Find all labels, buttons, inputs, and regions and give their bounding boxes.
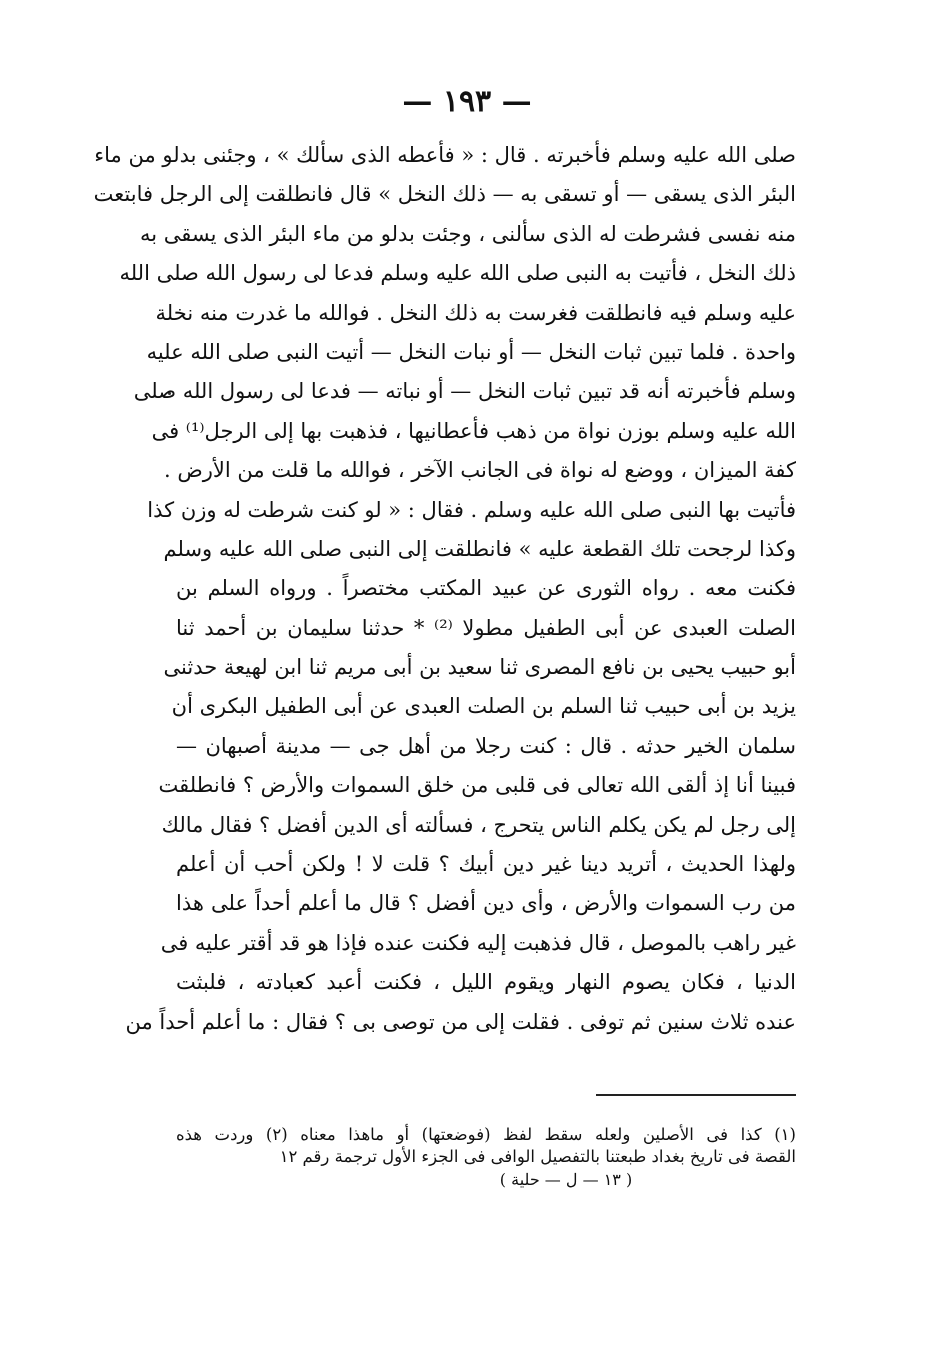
text-line: عليه وسلم فيه فانطلقت فغرست به ذلك النخل . فوالله ما غدرت منه نخلة xyxy=(155,300,796,325)
body-text xyxy=(93,136,796,1042)
text-line: غير راهب بالموصل ، قال فذهبت إليه فكنت عنده فإذا هو قد أقتر عليه فى xyxy=(160,930,796,955)
text-line: فبينا أنا إذ ألقى الله تعالى فى قلبى من خلق السموات والأرض ؟ فانطلقت xyxy=(158,773,796,798)
text-line: كفة الميزان ، ووضع له نواة فى الجانب الآخر ، فوالله ما قلت من الأرض . xyxy=(163,458,796,483)
text-line: أبو حبيب يحيى بن نافع المصرى ثنا سعيد بن أبى مريم ثنا ابن لهيعة حدثنى xyxy=(163,655,796,680)
text-line: يزيد بن أبى حبيب ثنا السلم بن الصلت العبدى عن أبى الطفيل البكرى أن xyxy=(171,694,796,719)
footnote-line: (١) كذا فى الأصلين ولعله سقط لفظ (فوضعتها) أو ماهذا معناه (٢) وردت هذه xyxy=(176,1125,796,1144)
text-line: ذلك النخل ، فأتيت به النبى صلى الله عليه وسلم فدعا لى رسول الله صلى الله xyxy=(119,261,796,286)
page-number: — ١٩٣ — xyxy=(402,84,532,119)
text-line: من رب السموات والأرض ، وأى دين أفضل ؟ قال ما أعلم أحداً على هذا xyxy=(176,891,796,916)
text-line: فكنت معه . رواه الثورى عن عبيد المكتب مختصراً . ورواه السلم بن xyxy=(176,576,796,601)
text-line: واحدة . فلما تبين ثبات النخل — أو نبات النخل — أتيت النبى صلى الله عليه xyxy=(146,339,796,364)
text-line: وسلم فأخبرته أنه قد تبين ثبات النخل — أو نباته — فدعا لى رسول الله صلى xyxy=(133,379,796,404)
text-line: صلى الله عليه وسلم فأخبرته . قال : « فأعطه الذى سألك » ، وجئنى بدلو من ماء xyxy=(94,143,796,167)
footnote-line: القصة فى تاريخ بغداد طبعتنا بالتفصيل الوافى فى الجزء الأول ترجمة رقم ١٢ xyxy=(279,1147,796,1166)
footnote-separator xyxy=(596,1094,796,1096)
printer-signature: ( ١٣ — ل — حلية ) xyxy=(499,1170,633,1189)
text-line: فأتيت بها النبى صلى الله عليه وسلم . فقال : « لو كنت شرطت له وزن كذا xyxy=(147,497,796,522)
text-line: منه نفسى فشرطت له الذى سألنى ، وجئت بدلو من ماء البئر الذى يسقى به xyxy=(139,221,796,246)
text-line: الله عليه وسلم بوزن نواة من ذهب فأعطانيها ، فذهبت بها إلى الرجل⁽¹⁾ فى xyxy=(151,418,796,443)
text-line: عنده ثلاث سنين ثم توفى . فقلت إلى من توصى بى ؟ فقال : ما أعلم أحداً من xyxy=(125,1009,796,1034)
text-line: البئر الذى يسقى — أو تسقى به — ذلك النخل » قال فانطلقت إلى الرجل فابتعت xyxy=(93,182,796,207)
footnotes xyxy=(176,1124,796,1192)
text-line: الدنيا ، فكان يصوم النهار ويقوم الليل ، فكنت أعبد كعبادته ، فلبثت xyxy=(176,970,796,995)
text-line: الصلت العبدى عن أبى الطفيل مطولا ⁽²⁾ * حدثنا سليمان بن أحمد ثنا xyxy=(176,615,796,640)
text-line: وكذا لرجحت تلك القطعة عليه » فانطلقت إلى النبى صلى الله عليه وسلم xyxy=(163,536,796,561)
text-line: سلمان الخير حدثه . قال : كنت رجلا من أهل جى — مدينة أصبهان — xyxy=(176,733,796,758)
text-line: إلى رجل لم يكن يكلم الناس يتحرج ، فسألته أى الدين أفضل ؟ فقال مالك xyxy=(161,812,796,837)
text-line: ولهذا الحديث ، أتريد دينا غير دين أبيك ؟ قلت لا ! ولكن أحب أن أعلم xyxy=(176,852,796,877)
